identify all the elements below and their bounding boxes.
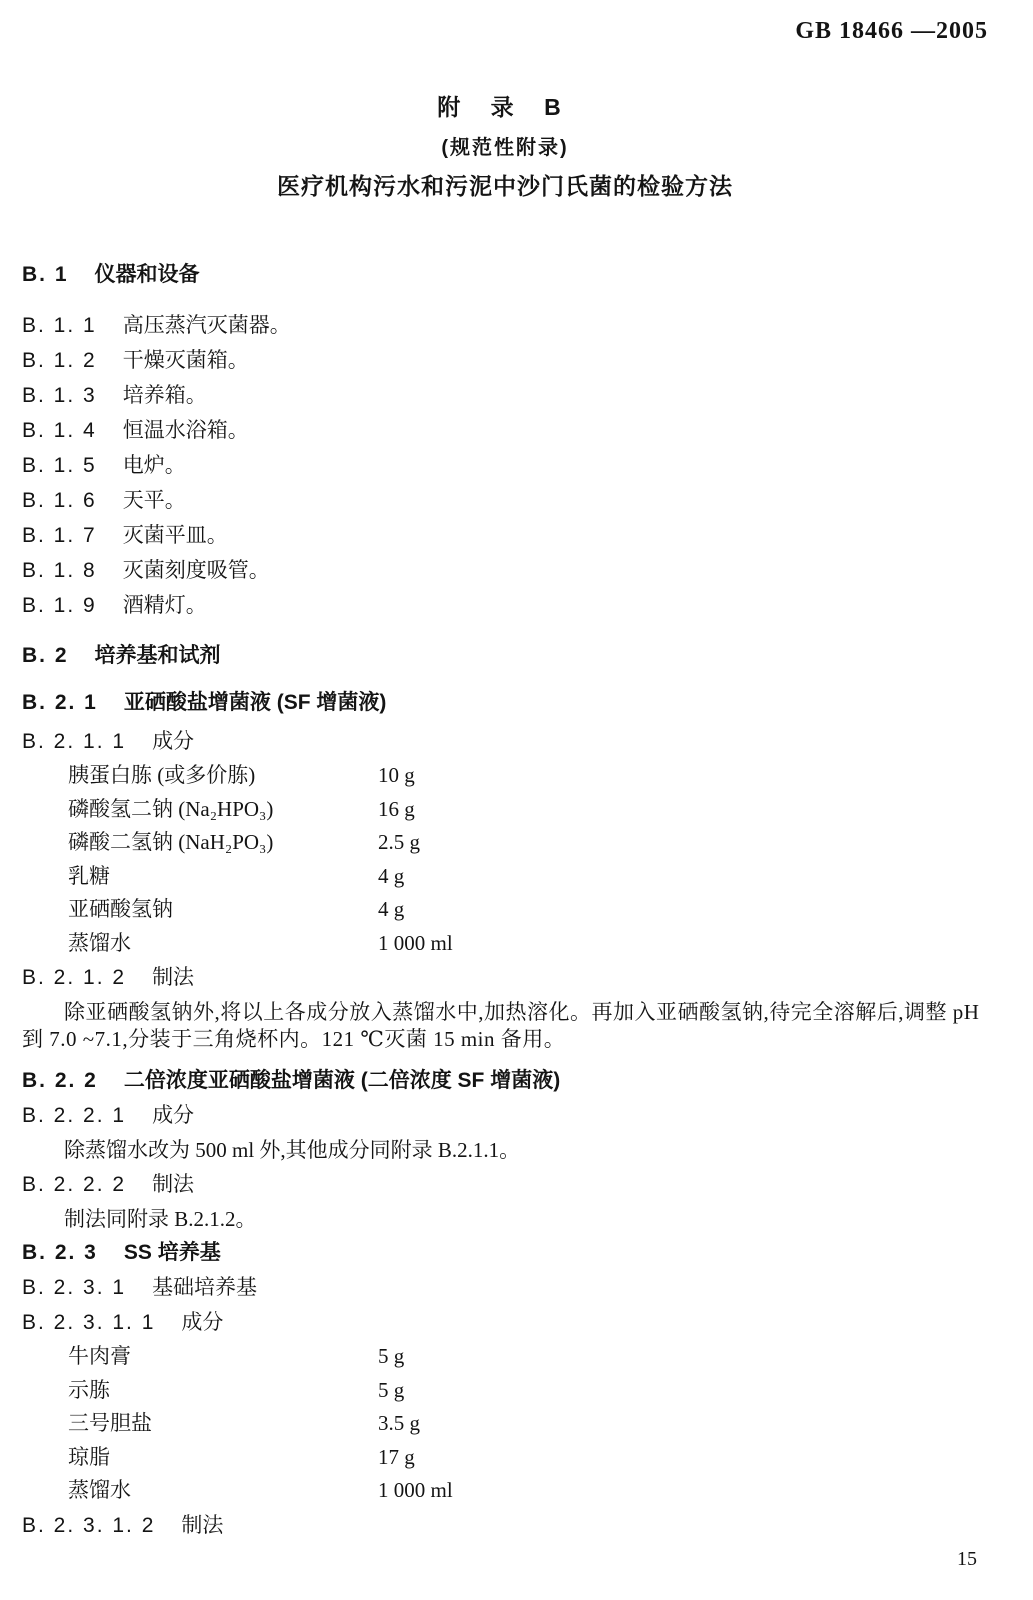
item-text: 成分 (181, 1310, 224, 1334)
section-number: B. 2. 1 (22, 691, 98, 714)
section-number: B. 1 (22, 263, 69, 286)
section-title: 仪器和设备 (94, 263, 200, 286)
procedure-note: 制法同附录 B.2.1.2。 (64, 1207, 257, 1231)
item-number: B. 1. 1 (22, 314, 97, 337)
item-text: 成分 (152, 1103, 195, 1127)
appendix-title-block (22, 89, 988, 201)
list-item (22, 483, 988, 518)
ingredient-row (22, 1407, 988, 1441)
ingredient-row (22, 927, 988, 961)
section-b22-heading (22, 1064, 988, 1098)
ingredient-amount: 3.5 g (378, 1411, 420, 1435)
item-text: 制法 (181, 1512, 224, 1537)
section-number: B. 2. 3 (22, 1241, 98, 1264)
ingredient-name: 磷酸氢二钠 (Na₂HPO₃) (68, 796, 274, 821)
section-title: 亚硒酸盐增菌液 (SF 增菌液) (123, 691, 387, 714)
ingredient-name: 亚硒酸氢钠 (68, 897, 173, 921)
ingredient-amount: 4 g (378, 863, 405, 888)
ingredient-row (22, 1374, 988, 1408)
list-item (22, 378, 988, 413)
item-text: 恒温水浴箱。 (122, 418, 249, 442)
item-number: B. 1. 3 (22, 384, 97, 407)
list-item (22, 588, 988, 623)
ingredient-name: 琼脂 (68, 1444, 110, 1469)
section-b23-heading (22, 1236, 988, 1270)
item-number: B. 2. 3. 1 (22, 1276, 127, 1299)
item-number: B. 1. 6 (22, 489, 97, 512)
item-text: 灭菌刻度吸管。 (122, 558, 270, 582)
appendix-normative-note: (规范性附录) (441, 137, 569, 159)
ingredient-amount: 5 g (378, 1377, 405, 1402)
ingredient-row (22, 759, 988, 793)
appendix-label: 附 录 B (437, 94, 573, 120)
ingredient-name: 牛肉膏 (68, 1344, 131, 1368)
standard-code-header: GB 18466 —2005 (795, 18, 988, 44)
ingredient-amount: 5 g (378, 1344, 405, 1368)
item-text: 成分 (152, 729, 195, 753)
ingredient-amount: 1 000 ml (378, 1478, 453, 1502)
item-text: 酒精灯。 (122, 593, 207, 617)
item-number: B. 1. 5 (22, 454, 97, 477)
ingredient-amount: 16 g (378, 796, 415, 821)
subsection-b221-heading (22, 1098, 988, 1133)
item-number: B. 2. 3. 1. 2 (22, 1513, 156, 1537)
section-b21-heading (22, 686, 988, 720)
list-item (22, 518, 988, 553)
item-text: 基础培养基 (152, 1275, 258, 1299)
list-item (22, 448, 988, 483)
item-text: 高压蒸汽灭菌器。 (122, 313, 291, 337)
ingredient-name: 磷酸二氢钠 (NaH₂PO₃) (68, 830, 274, 854)
page-number: 15 (957, 1548, 977, 1570)
section-number: B. 2 (22, 644, 69, 667)
ingredient-row (22, 1340, 988, 1374)
ingredient-row (22, 793, 988, 827)
section-b2-heading (22, 639, 988, 673)
ingredient-row (22, 860, 988, 894)
subsection-b212-heading (22, 960, 988, 995)
ingredient-row (22, 893, 988, 927)
item-number: B. 2. 2. 2 (22, 1173, 127, 1196)
item-number: B. 1. 7 (22, 524, 97, 547)
ingredient-name: 胰蛋白胨 (或多价胨) (68, 763, 256, 787)
list-item (22, 413, 988, 448)
item-number: B. 1. 4 (22, 419, 97, 442)
section-title: SS 培养基 (123, 1241, 221, 1264)
item-text: 干燥灭菌箱。 (122, 348, 249, 372)
item-text: 天平。 (122, 488, 186, 512)
subsection-b211-heading (22, 724, 988, 759)
composition-note: 除蒸馏水改为 500 ml 外,其他成分同附录 B.2.1.1。 (64, 1138, 521, 1162)
section-title: 二倍浓度亚硒酸盐增菌液 (二倍浓度 SF 增菌液) (123, 1069, 561, 1092)
subsection-b222-heading (22, 1167, 988, 1202)
item-number: B. 2. 2. 1 (22, 1104, 127, 1127)
ingredient-name: 乳糖 (68, 863, 110, 888)
procedure-paragraph: 除亚硒酸氢钠外,将以上各成分放入蒸馏水中,加热溶化。再加入亚硒酸氢钠,待完全溶解后,调整 pH 到 7.0 ~7.1,分装于三角烧杯内。121 ℃灭菌 15 min 备用。 (22, 1000, 980, 1051)
subsection-b2311-heading (22, 1305, 988, 1340)
ingredient-name: 蒸馏水 (68, 1478, 131, 1502)
list-item (22, 308, 988, 343)
ingredient-amount: 17 g (378, 1444, 415, 1469)
item-number: B. 1. 9 (22, 594, 97, 617)
item-number: B. 2. 3. 1. 1 (22, 1311, 156, 1334)
ingredient-amount: 10 g (378, 763, 415, 787)
section-b1-heading (22, 258, 988, 292)
item-text: 制法 (152, 965, 195, 989)
ingredient-amount: 1 000 ml (378, 930, 453, 955)
section-title: 培养基和试剂 (94, 644, 221, 667)
item-text: 电炉。 (122, 453, 186, 477)
item-number: B. 1. 2 (22, 349, 97, 372)
subsection-b231-heading (22, 1270, 988, 1305)
ingredient-row (22, 1441, 988, 1475)
ingredient-row (22, 1474, 988, 1508)
item-number: B. 2. 1. 1 (22, 730, 127, 753)
item-text: 制法 (152, 1172, 195, 1196)
ingredient-amount: 2.5 g (378, 830, 420, 854)
list-item (22, 343, 988, 378)
ingredient-row (22, 826, 988, 860)
appendix-title: 医疗机构污水和污泥中沙门氏菌的检验方法 (277, 173, 733, 199)
section-number: B. 2. 2 (22, 1069, 98, 1092)
item-text: 灭菌平皿。 (122, 523, 228, 547)
list-item (22, 553, 988, 588)
ingredient-name: 示胨 (68, 1377, 110, 1402)
ingredient-amount: 4 g (378, 897, 405, 921)
item-number: B. 2. 1. 2 (22, 966, 127, 989)
item-number: B. 1. 8 (22, 559, 97, 582)
ingredient-name: 蒸馏水 (68, 930, 131, 955)
subsection-b2312-heading (22, 1508, 988, 1543)
ingredient-name: 三号胆盐 (68, 1411, 152, 1435)
item-text: 培养箱。 (122, 383, 207, 407)
